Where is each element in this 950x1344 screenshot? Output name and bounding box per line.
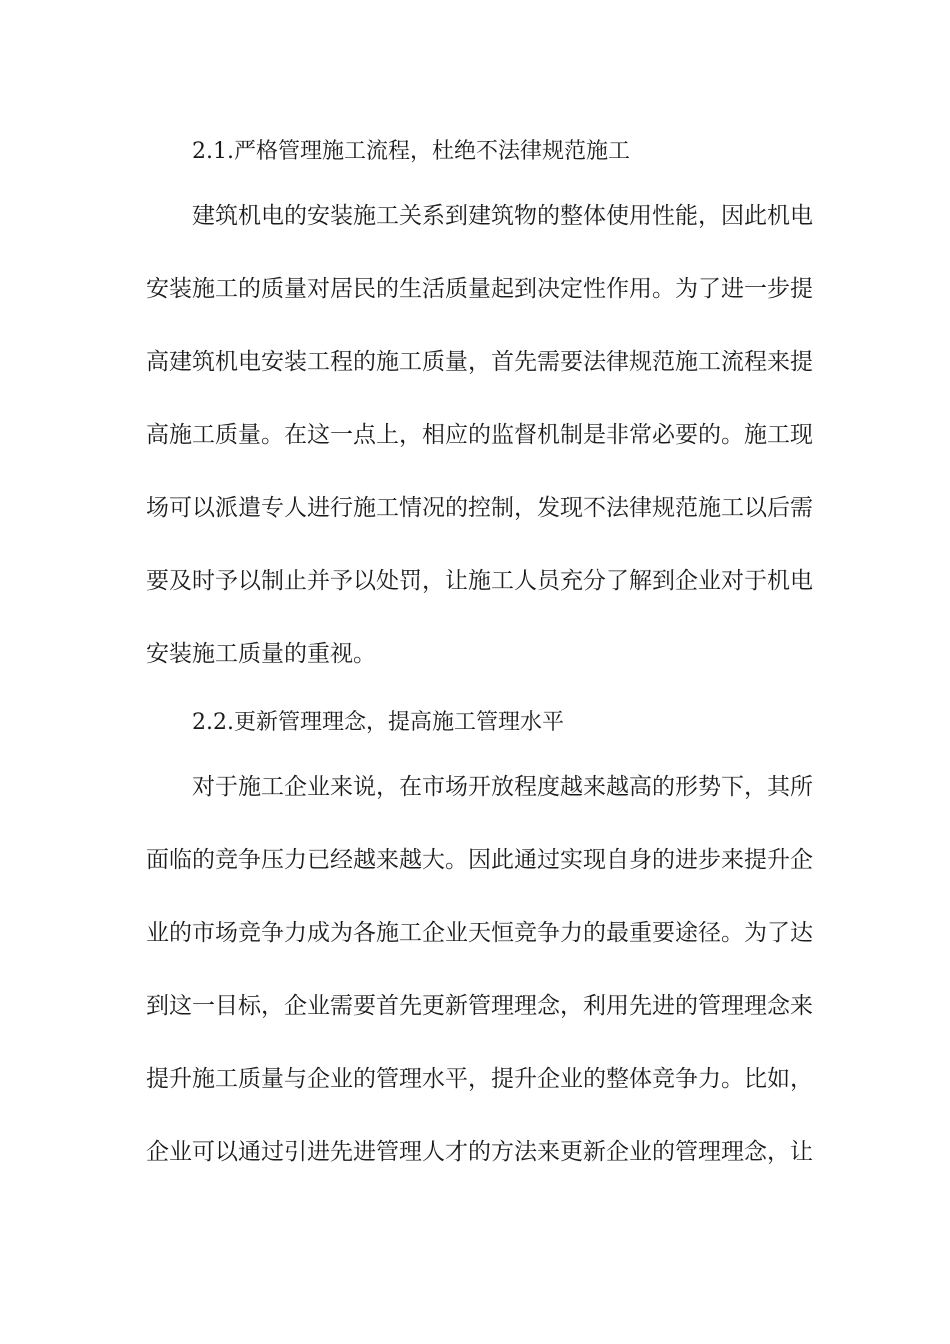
paragraph-1-line-6: 要及时予以制止并予以处罚，让施工人员充分了解到企业对于机电 [146,568,813,594]
paragraph-2-line-2: 面临的竞争压力已经越来越大。因此通过实现自身的进步来提升企 [146,847,813,873]
paragraph-1-line-4: 高施工质量。在这一点上，相应的监督机制是非常必要的。施工现 [146,422,813,448]
section-heading-2-2: 2.2.更新管理理念，提高施工管理水平 [192,710,564,735]
section-heading-2-1: 2.1.严格管理施工流程，杜绝不法律规范施工 [192,139,630,164]
paragraph-2-line-5: 提升施工质量与企业的管理水平，提升企业的整体竞争力。比如， [146,1066,813,1092]
paragraph-2-line-4: 到这一目标，企业需要首先更新管理理念，利用先进的管理理念来 [146,993,813,1019]
paragraph-2-line-1: 对于施工企业来说，在市场开放程度越来越高的形势下，其所 [192,774,813,800]
paragraph-1-line-1: 建筑机电的安装施工关系到建筑物的整体使用性能，因此机电 [192,203,813,229]
paragraph-1-line-7: 安装施工质量的重视。 [146,641,376,667]
paragraph-1-line-2: 安装施工的质量对居民的生活质量起到决定性作用。为了进一步提 [146,276,813,302]
paragraph-2-line-6: 企业可以通过引进先进管理人才的方法来更新企业的管理理念，让 [146,1139,813,1165]
paragraph-1-line-5: 场可以派遣专人进行施工情况的控制，发现不法律规范施工以后需 [146,495,813,521]
paragraph-2-line-3: 业的市场竞争力成为各施工企业天恒竞争力的最重要途径。为了达 [146,920,813,946]
paragraph-1-line-3: 高建筑机电安装工程的施工质量，首先需要法律规范施工流程来提 [146,349,813,375]
